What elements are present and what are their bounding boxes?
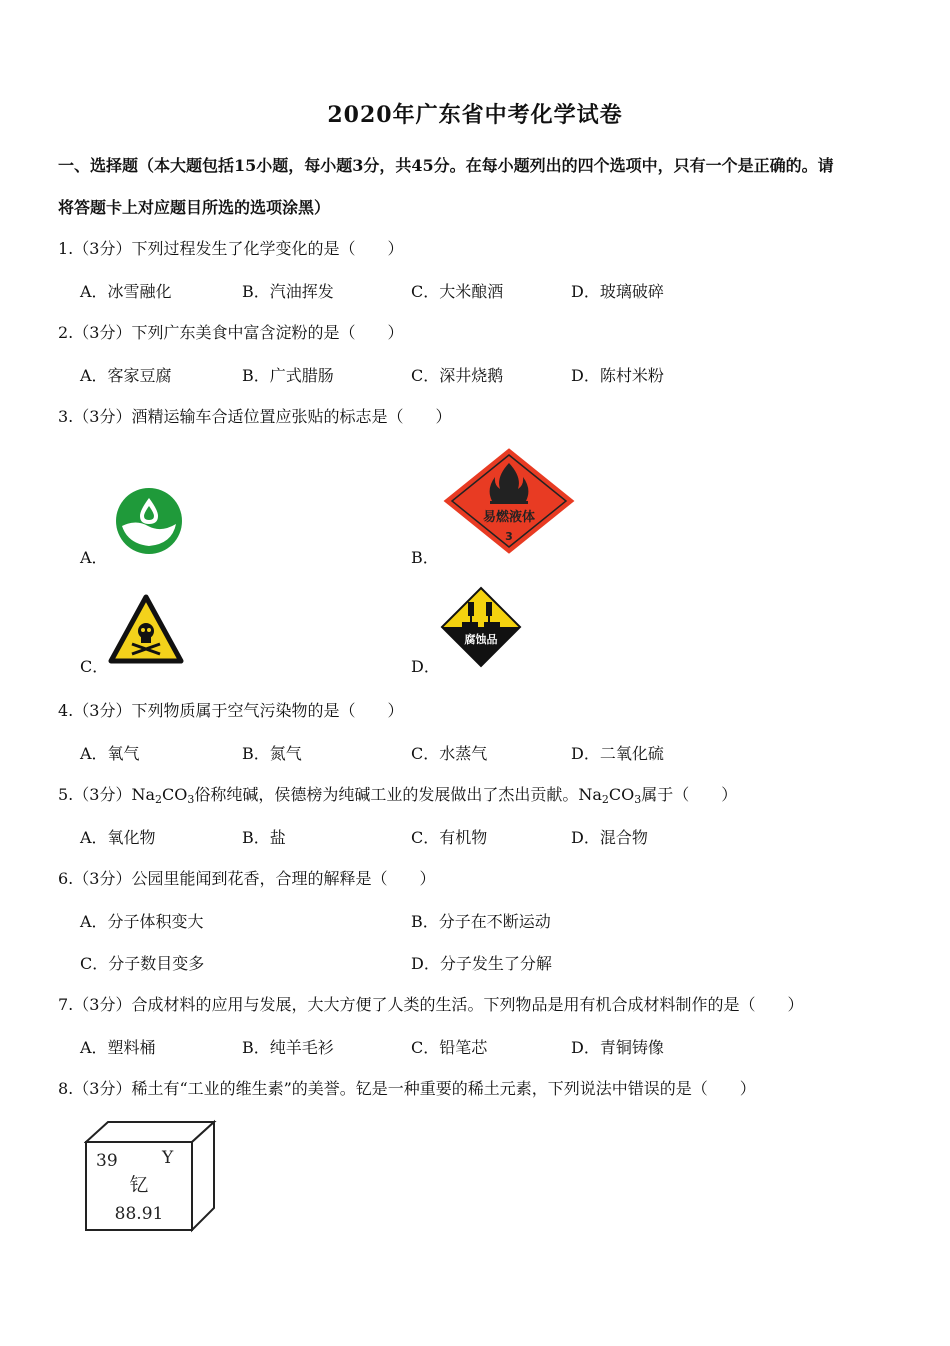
question-4-option-d: D．二氧化硫 xyxy=(571,744,664,763)
element-symbol: Y xyxy=(162,1148,174,1168)
page-title: 2020年广东省中考化学试卷 xyxy=(327,102,623,128)
question-7-option-b: B．纯羊毛衫 xyxy=(242,1038,334,1057)
question-3-option-c: C． xyxy=(80,657,109,676)
flammable-liquid-sign-icon xyxy=(440,445,578,557)
question-1-option-d: D．玻璃破碎 xyxy=(571,282,664,301)
relative-atomic-mass: 88.91 xyxy=(114,1204,164,1224)
question-3-stem: 3.（3分）酒精运输车合适位置应张贴的标志是（ ） xyxy=(58,407,452,426)
question-3-option-a: A． xyxy=(80,548,108,567)
question-5-stem: 5.（3分）$Na_2CO_3$俗称纯碱，侯德榜为纯碱工业的发展做出了杰出贡献。$Na_2CO_3$属于（ ） xyxy=(58,785,738,806)
yttrium-element-card xyxy=(84,1118,218,1234)
section-instructions-line1: 一、选择题（本大题包括15小题，每小题3分，共45分。在每小题列出的四个选项中，只有一个是正确的。请 xyxy=(58,156,834,175)
section-instructions-line2: 将答题卡上对应题目所选的选项涂黑） xyxy=(58,198,331,217)
question-3-option-b: B． xyxy=(411,548,439,567)
question-1-option-a: A．冰雪融化 xyxy=(80,282,172,301)
question-6-option-b: B．分子在不断运动 xyxy=(411,912,551,931)
question-4-option-b: B．氮气 xyxy=(242,744,302,763)
question-4-stem: 4.（3分）下列物质属于空气污染物的是（ ） xyxy=(58,701,404,720)
question-2-stem: 2.（3分）下列广东美食中富含淀粉的是（ ） xyxy=(58,323,404,342)
question-7-option-d: D．青铜铸像 xyxy=(571,1038,664,1057)
question-5-option-d: D．混合物 xyxy=(571,828,648,847)
toxic-sign-icon xyxy=(108,594,184,664)
water-saving-sign-icon xyxy=(114,486,184,556)
question-4-option-c: C．水蒸气 xyxy=(411,744,488,763)
question-1-option-b: B．汽油挥发 xyxy=(242,282,334,301)
question-5-option-a: A．氧化物 xyxy=(80,828,156,847)
question-6-option-d: D．分子发生了分解 xyxy=(411,954,552,973)
question-8-stem: 8.（3分）稀土有“工业的维生素”的美誉。钇是一种重要的稀土元素，下列说法中错误的是（ ） xyxy=(58,1079,756,1098)
question-2-option-d: D．陈村米粉 xyxy=(571,366,664,385)
element-name: 钇 xyxy=(129,1174,149,1196)
question-4-option-a: A．氧气 xyxy=(80,744,140,763)
question-5-option-c: C．有机物 xyxy=(411,828,488,847)
question-6-option-c: C．分子数目变多 xyxy=(80,954,205,973)
question-6-stem: 6.（3分）公园里能闻到花香，合理的解释是（ ） xyxy=(58,869,436,888)
question-6-option-a: A．分子体积变大 xyxy=(80,912,204,931)
question-2-option-c: C．深井烧鹅 xyxy=(411,366,504,385)
question-7-option-a: A．塑料桶 xyxy=(80,1038,156,1057)
corrosive-sign-icon xyxy=(440,586,522,668)
question-2-option-b: B．广式腊肠 xyxy=(242,366,334,385)
question-1-stem: 1.（3分）下列过程发生了化学变化的是（ ） xyxy=(58,239,404,258)
corrosive-label: 腐蚀品 xyxy=(464,633,498,646)
question-3-option-d: D． xyxy=(411,657,440,676)
question-7-stem: 7.（3分）合成材料的应用与发展，大大方便了人类的生活。下列物品是用有机合成材料制作的是（ ） xyxy=(58,995,804,1014)
question-7-option-c: C．铅笔芯 xyxy=(411,1038,488,1057)
atomic-number: 39 xyxy=(96,1151,118,1171)
question-2-option-a: A．客家豆腐 xyxy=(80,366,172,385)
flammable-liquid-class-number: 3 xyxy=(505,530,513,543)
question-5-option-b: B．盐 xyxy=(242,828,286,847)
question-1-option-c: C．大米酿酒 xyxy=(411,282,504,301)
flammable-liquid-label: 易燃液体 xyxy=(482,510,536,525)
